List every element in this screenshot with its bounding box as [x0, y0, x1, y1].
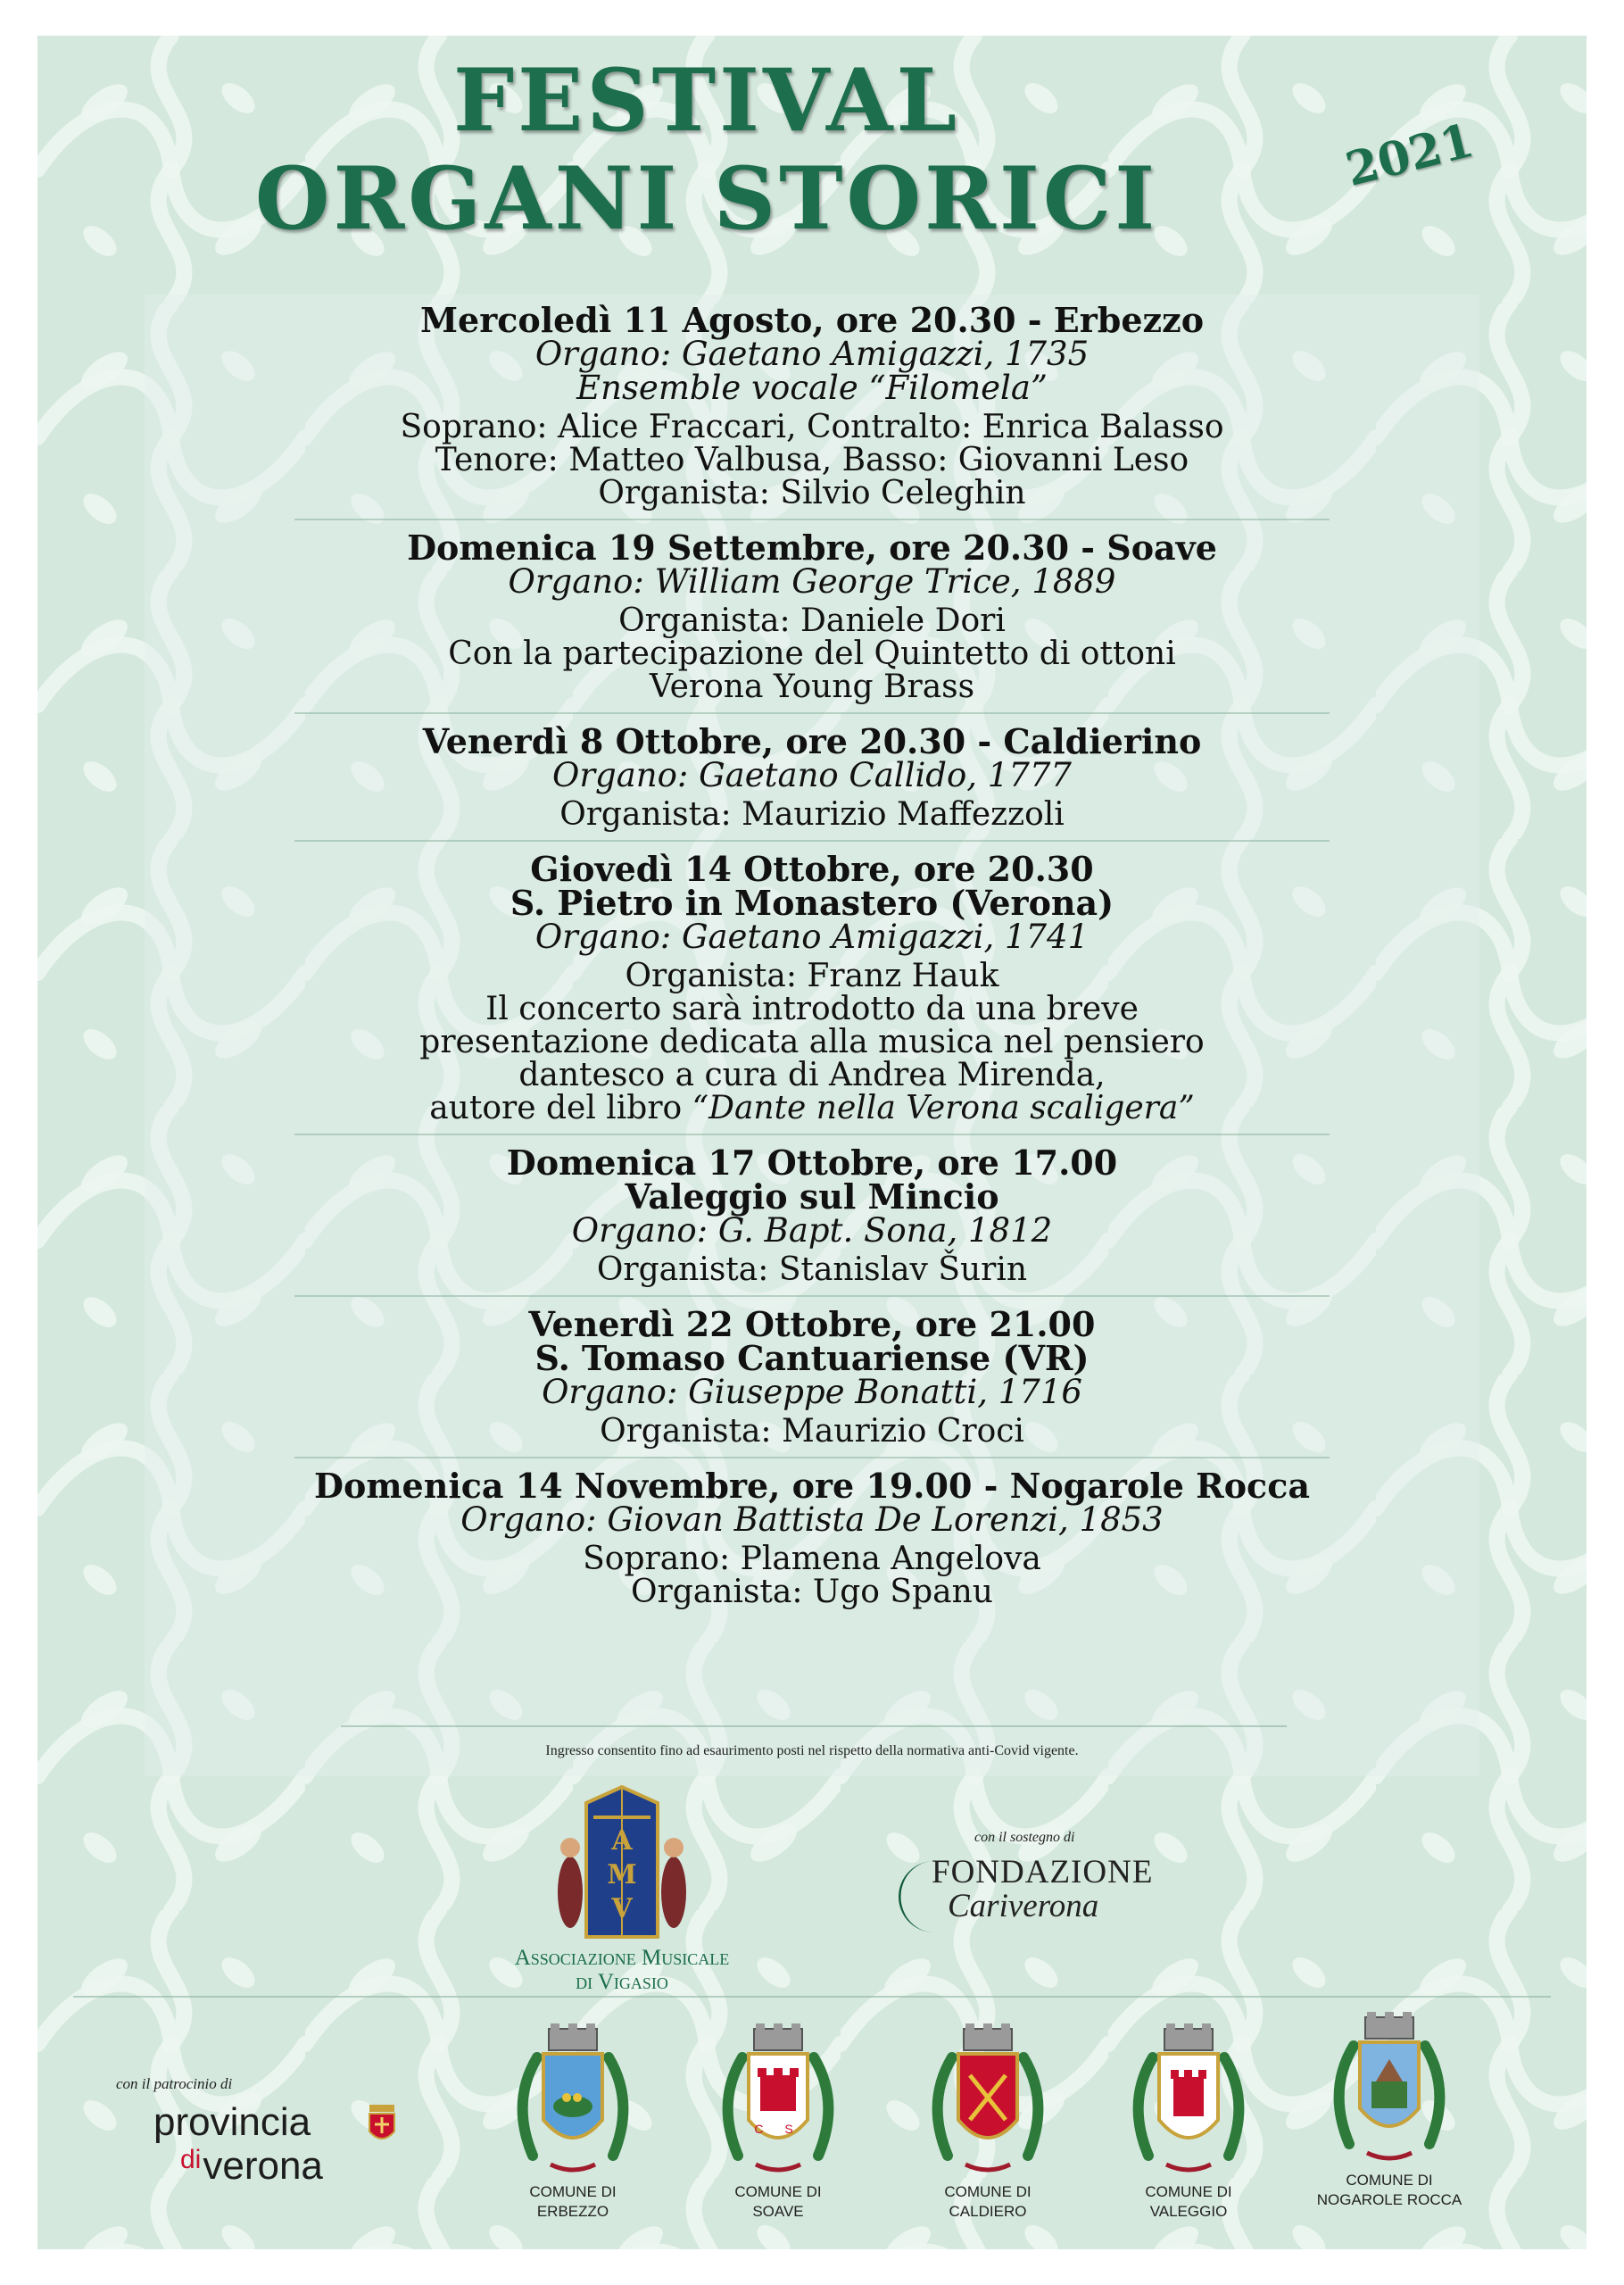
- event-line-text: Organista: Maurizio Maffezzoli: [559, 796, 1065, 833]
- comune-crest: [1113, 2022, 1264, 2222]
- event-line-text: Organo: G. Bapt. Sona, 1812: [571, 1211, 1053, 1250]
- provincia-crest-icon: [366, 2105, 398, 2146]
- event-line-text: Organo: Giovan Battista De Lorenzi, 1853: [460, 1500, 1164, 1539]
- event-detail: [294, 1059, 1330, 1092]
- event-line-text: presentazione dedicata alla musica nel pensiero: [419, 1024, 1205, 1060]
- event-line-text: Verona Young Brass: [649, 669, 975, 705]
- event-line-text: Soprano: Plamena Angelova: [583, 1541, 1041, 1577]
- event-heading: [294, 883, 1330, 923]
- event-detail: [294, 477, 1330, 510]
- event-detail: [294, 411, 1330, 444]
- amv-letter-m: M: [607, 1859, 637, 1890]
- event-organ: [294, 1500, 1330, 1539]
- poster: [37, 36, 1587, 2249]
- event-organ: [294, 920, 1330, 954]
- amv-emblem-icon: [551, 1785, 693, 1946]
- event-heading: [294, 528, 1330, 568]
- event-detail: [294, 604, 1330, 637]
- comune-label-name: ERBEZZO: [536, 2203, 609, 2220]
- event-line-text: Organista: Daniele Dori: [618, 602, 1006, 639]
- event-line-text: Domenica 14 Novembre, ore 19.00 - Nogarole Rocca: [314, 1466, 1310, 1506]
- comune-label-name: CALDIERO: [949, 2203, 1027, 2220]
- event-line-text: Organista: Ugo Spanu: [631, 1574, 993, 1610]
- event-organ: [294, 371, 1330, 405]
- event-detail: [294, 960, 1330, 993]
- sponsors-separator: [73, 1996, 1551, 1998]
- provincia-text: provincia: [153, 2100, 311, 2144]
- event-line-text: Organo: Giuseppe Bonatti, 1716: [542, 1373, 1082, 1411]
- comune-crest-icon: [711, 2022, 845, 2182]
- event-detail: [294, 1026, 1330, 1059]
- event-heading: [294, 1142, 1330, 1183]
- event-heading: [294, 300, 1330, 340]
- comune-crest: [1313, 2010, 1465, 2210]
- events-list: [37, 300, 1587, 1617]
- event-line-text: autore del libro: [429, 1090, 692, 1126]
- comune-label-prefix: COMUNE DI: [734, 2183, 822, 2200]
- amv-name-line2: di Vigasio: [576, 1970, 668, 1994]
- event-line-text: Organista: Stanislav Šurin: [596, 1251, 1028, 1288]
- event-block: [294, 1295, 1330, 1457]
- comune-label-prefix: COMUNE DI: [529, 2183, 617, 2200]
- amv-letter-v: V: [611, 1893, 633, 1924]
- comune-label-prefix: COMUNE DI: [944, 2183, 1032, 2200]
- fondazione-support-label: con il sostegno di: [974, 1830, 1075, 1845]
- event-line-text: dantesco a cura di Andrea Mirenda,: [518, 1057, 1106, 1093]
- fondazione-name: FONDAZIONE: [932, 1854, 1154, 1890]
- event-block: [294, 840, 1330, 1134]
- event-line-text: Il concerto sarà introdotto da una breve: [485, 991, 1139, 1027]
- event-line-text: Organo: Gaetano Callido, 1777: [552, 756, 1072, 794]
- event-heading: [294, 1466, 1330, 1506]
- covid-notice: Ingresso consentito fino ad esaurimento posti nel rispetto della normativa anti-Covid vigente.: [545, 1743, 1079, 1758]
- event-detail: [294, 798, 1330, 831]
- event-block: [294, 1134, 1330, 1295]
- event-heading: [294, 721, 1330, 761]
- event-organ: [294, 756, 1330, 794]
- event-block: [294, 1457, 1330, 1617]
- comune-crest-icon: [1122, 2022, 1255, 2182]
- event-detail: [294, 637, 1330, 670]
- event-line-text: Giovedì 14 Ottobre, ore 20.30: [530, 849, 1094, 889]
- notice-separator: [341, 1725, 1287, 1727]
- comune-label-name: NOGAROLE ROCCA: [1316, 2191, 1462, 2208]
- comune-crest-icon: [506, 2022, 640, 2182]
- verona-text: [180, 2144, 323, 2189]
- event-detail: [294, 1253, 1330, 1286]
- comune-label-name: VALEGGIO: [1149, 2203, 1228, 2220]
- event-line-text: Venerdì 22 Ottobre, ore 21.00: [528, 1304, 1096, 1344]
- event-line-text: Con la partecipazione del Quintetto di ottoni: [448, 636, 1176, 672]
- event-block: [294, 712, 1330, 840]
- comune-crest: [497, 2022, 649, 2222]
- event-line-text: Organo: Gaetano Amigazzi, 1741: [534, 918, 1090, 956]
- amv-name-line1: Associazione Musicale: [514, 1946, 730, 1970]
- event-organ: [294, 337, 1330, 371]
- comune-label-name: SOAVE: [752, 2203, 804, 2220]
- event-heading: [294, 849, 1330, 889]
- festival-title-line1: FESTIVAL: [452, 50, 960, 151]
- event-detail: [294, 670, 1330, 703]
- event-line-text: Organista: Silvio Celeghin: [598, 475, 1026, 511]
- comune-label-prefix: COMUNE DI: [1346, 2172, 1433, 2189]
- event-organ: [294, 1211, 1330, 1250]
- comune-label-prefix: COMUNE DI: [1145, 2183, 1232, 2200]
- event-line-text: S. Pietro in Monastero (Verona): [510, 883, 1114, 923]
- amv-logo: [493, 1785, 751, 1994]
- event-block: [294, 300, 1330, 519]
- event-organ: [294, 1375, 1330, 1409]
- comune-crest: [702, 2022, 854, 2222]
- provincia-verona-text: verona: [203, 2144, 323, 2188]
- event-line-text: Organo: Gaetano Amigazzi, 1735: [534, 335, 1090, 373]
- event-block: [294, 519, 1330, 712]
- event-detail: [294, 993, 1330, 1026]
- fondazione-sub: Cariverona: [948, 1888, 1099, 1924]
- event-detail: [294, 1542, 1330, 1575]
- soave-shield-letters: C S: [754, 2122, 802, 2136]
- event-line-text: Tenore: Matteo Valbusa, Basso: Giovanni Leso: [435, 442, 1189, 478]
- event-heading: [294, 1176, 1330, 1217]
- amv-letter-a: A: [611, 1825, 633, 1857]
- event-heading: [294, 1304, 1330, 1344]
- event-line-text: Organista: Franz Hauk: [625, 958, 999, 994]
- event-detail: [294, 1415, 1330, 1448]
- festival-title-line2: ORGANI STORICI: [254, 148, 1159, 249]
- event-detail: [294, 1092, 1330, 1125]
- event-detail: [294, 444, 1330, 477]
- comune-crest: [912, 2022, 1064, 2222]
- poster-content: [37, 36, 1587, 2249]
- event-line-text: Domenica 17 Ottobre, ore 17.00: [506, 1142, 1118, 1183]
- comune-crest-icon: [1322, 2010, 1456, 2171]
- book-title: “Dante nella Verona scaligera”: [692, 1090, 1195, 1126]
- event-line-text: Venerdì 8 Ottobre, ore 20.30 - Caldierino: [422, 721, 1202, 761]
- festival-year: 2021: [1340, 112, 1479, 197]
- provincia-di-text: di: [180, 2145, 202, 2174]
- event-line-text: Organo: William George Trice, 1889: [508, 562, 1116, 601]
- event-line-text: Mercoledì 11 Agosto, ore 20.30 - Erbezzo: [419, 300, 1205, 340]
- event-line-text: Organista: Maurizio Croci: [600, 1413, 1024, 1450]
- event-line-text: S. Tomaso Cantuariense (VR): [534, 1338, 1090, 1378]
- comune-crest-icon: [921, 2022, 1055, 2182]
- event-detail: [294, 1575, 1330, 1608]
- event-line-text: Valeggio sul Mincio: [625, 1176, 999, 1217]
- patronage-label: con il patrocinio di: [116, 2075, 233, 2092]
- event-heading: [294, 1338, 1330, 1378]
- event-organ: [294, 562, 1330, 601]
- event-line-text: Domenica 19 Settembre, ore 20.30 - Soave: [407, 528, 1217, 568]
- event-line-text: Ensemble vocale “Filomela”: [576, 369, 1048, 407]
- event-line-text: Soprano: Alice Fraccari, Contralto: Enrica Balasso: [400, 409, 1224, 445]
